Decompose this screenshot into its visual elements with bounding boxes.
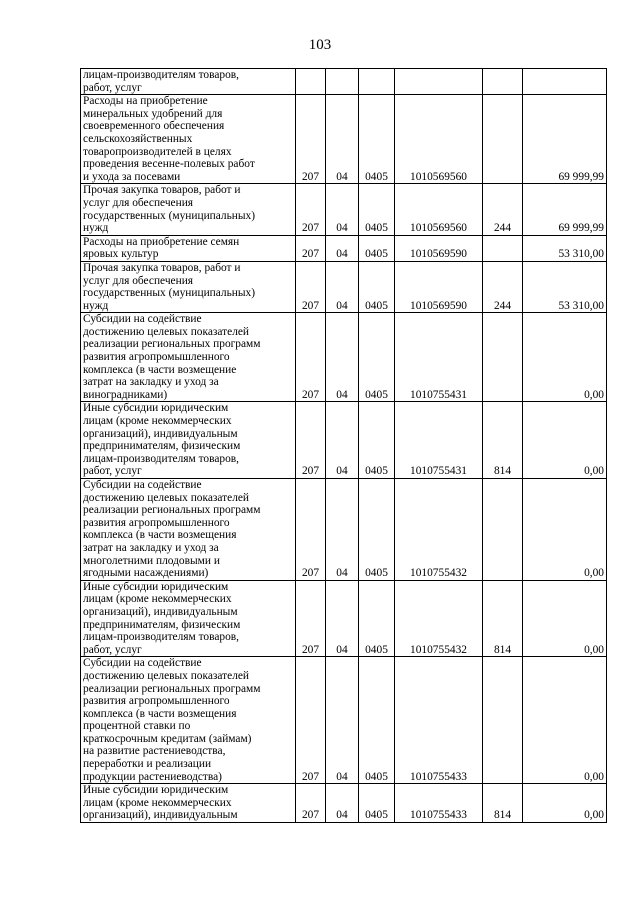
item-name-line: проведения весенне-полевых работ xyxy=(83,158,255,171)
table-row xyxy=(81,313,607,402)
item-name-line: Прочая закупка товаров, работ и xyxy=(83,184,241,197)
expense-type-cell xyxy=(483,69,523,95)
grbs-cell: 207 xyxy=(296,657,326,784)
item-name-line: развития агропромышленного xyxy=(83,695,230,708)
section-cell: 04 xyxy=(326,313,359,402)
amount-cell: 69 999,99 xyxy=(523,95,607,184)
item-name-line: реализации региональных программ xyxy=(83,504,261,517)
item-name-line: Иные субсидии юридическим xyxy=(83,784,229,797)
item-name-cell xyxy=(81,69,296,95)
table-row xyxy=(81,784,607,823)
item-name-line: виноградниками) xyxy=(83,388,168,401)
target-article-cell xyxy=(395,69,483,95)
subsection-cell: 0405 xyxy=(359,95,395,184)
amount-cell: 0,00 xyxy=(523,479,607,581)
item-name-line: переработки и реализации xyxy=(83,758,212,771)
item-name-line: лицам-производителям товаров, xyxy=(83,631,240,644)
amount-cell: 0,00 xyxy=(523,402,607,479)
section-cell: 04 xyxy=(326,235,359,261)
target-article-cell: 1010755431 xyxy=(395,313,483,402)
item-name-line: товаропроизводителей в целях xyxy=(83,145,232,158)
grbs-cell: 207 xyxy=(296,402,326,479)
item-name-line: лицам (кроме некоммерческих xyxy=(83,796,232,809)
budget-table xyxy=(80,68,607,823)
item-name-line: предпринимателям, физическим xyxy=(83,440,241,453)
item-name-line: ягодными насаждениями) xyxy=(83,567,209,580)
target-article-cell: 1010755432 xyxy=(395,580,483,657)
item-name-line: нужд xyxy=(83,222,109,235)
grbs-cell xyxy=(296,69,326,95)
target-article-cell: 1010569560 xyxy=(395,184,483,235)
item-name-line: Расходы на приобретение семян xyxy=(83,235,240,248)
section-cell: 04 xyxy=(326,657,359,784)
amount-cell: 0,00 xyxy=(523,657,607,784)
target-article-cell: 1010755433 xyxy=(395,657,483,784)
item-name-line: лицам (кроме некоммерческих xyxy=(83,415,232,428)
item-name-line: лицам-производителям товаров, xyxy=(83,69,240,81)
table-row xyxy=(81,184,607,235)
section-cell: 04 xyxy=(326,784,359,823)
subsection-cell: 0405 xyxy=(359,479,395,581)
item-name-line: достижению целевых показателей xyxy=(83,669,250,682)
subsection-cell: 0405 xyxy=(359,657,395,784)
item-name-line: государственных (муниципальных) xyxy=(83,209,256,222)
item-name-cell xyxy=(81,580,296,657)
expense-type-cell: 244 xyxy=(483,184,523,235)
item-name-cell xyxy=(81,184,296,235)
subsection-cell: 0405 xyxy=(359,580,395,657)
section-cell: 04 xyxy=(326,95,359,184)
item-name-cell xyxy=(81,261,296,312)
item-name-line: работ, услуг xyxy=(83,465,142,478)
item-name-line: развития агропромышленного xyxy=(83,351,230,364)
item-name-line: продукции растениеводства) xyxy=(83,770,222,783)
table-row xyxy=(81,657,607,784)
subsection-cell: 0405 xyxy=(359,313,395,402)
item-name-line: Иные субсидии юридическим xyxy=(83,580,229,593)
amount-cell xyxy=(523,69,607,95)
item-name-line: лицам-производителям товаров, xyxy=(83,452,240,465)
item-name-cell xyxy=(81,784,296,823)
expense-type-cell: 244 xyxy=(483,261,523,312)
section-cell: 04 xyxy=(326,479,359,581)
item-name-line: достижению целевых показателей xyxy=(83,491,250,504)
expense-type-cell xyxy=(483,657,523,784)
grbs-cell: 207 xyxy=(296,261,326,312)
subsection-cell: 0405 xyxy=(359,402,395,479)
item-name-line: лицам (кроме некоммерческих xyxy=(83,593,232,606)
section-cell: 04 xyxy=(326,580,359,657)
table-row xyxy=(81,235,607,261)
target-article-cell: 1010755432 xyxy=(395,479,483,581)
amount-cell: 0,00 xyxy=(523,313,607,402)
grbs-cell: 207 xyxy=(296,580,326,657)
table-row xyxy=(81,69,607,95)
table-row xyxy=(81,402,607,479)
item-name-line: организаций), индивидуальным xyxy=(83,605,238,618)
item-name-line: Субсидии на содействие xyxy=(83,313,202,326)
item-name-line: Иные субсидии юридическим xyxy=(83,402,229,415)
item-name-line: на развитие растениеводства, xyxy=(83,745,226,758)
item-name-line: затрат на закладку и уход за xyxy=(83,541,219,554)
page-number: 103 xyxy=(308,37,332,53)
grbs-cell: 207 xyxy=(296,313,326,402)
target-article-cell: 1010569590 xyxy=(395,261,483,312)
subsection-cell xyxy=(359,69,395,95)
expense-type-cell: 814 xyxy=(483,402,523,479)
item-name-line: сельскохозяйственных xyxy=(83,132,193,145)
target-article-cell: 1010569560 xyxy=(395,95,483,184)
item-name-line: развития агропромышленного xyxy=(83,516,230,529)
item-name-cell xyxy=(81,313,296,402)
amount-cell: 0,00 xyxy=(523,580,607,657)
item-name-line: минеральных удобрений для xyxy=(83,107,223,120)
item-name-line: своевременного обеспечения xyxy=(83,120,225,133)
grbs-cell: 207 xyxy=(296,479,326,581)
subsection-cell: 0405 xyxy=(359,184,395,235)
expense-type-cell: 814 xyxy=(483,784,523,823)
item-name-line: Субсидии на содействие xyxy=(83,479,202,491)
expense-type-cell xyxy=(483,95,523,184)
grbs-cell: 207 xyxy=(296,784,326,823)
item-name-cell xyxy=(81,402,296,479)
subsection-cell: 0405 xyxy=(359,235,395,261)
item-name-line: Субсидии на содействие xyxy=(83,657,202,670)
item-name-line: многолетними плодовыми и xyxy=(83,554,220,567)
item-name-line: достижению целевых показателей xyxy=(83,325,250,338)
amount-cell: 53 310,00 xyxy=(523,261,607,312)
table-row xyxy=(81,580,607,657)
item-name-line: затрат на закладку и уход за xyxy=(83,376,219,389)
target-article-cell: 1010755431 xyxy=(395,402,483,479)
section-cell: 04 xyxy=(326,184,359,235)
expense-type-cell xyxy=(483,313,523,402)
section-cell xyxy=(326,69,359,95)
expense-type-cell xyxy=(483,479,523,581)
amount-cell: 53 310,00 xyxy=(523,235,607,261)
item-name-line: комплекса (в части возмещения xyxy=(83,707,237,720)
item-name-cell xyxy=(81,95,296,184)
expense-type-cell xyxy=(483,235,523,261)
item-name-line: организаций), индивидуальным xyxy=(83,427,238,440)
section-cell: 04 xyxy=(326,261,359,312)
table-row xyxy=(81,95,607,184)
expense-type-cell: 814 xyxy=(483,580,523,657)
table-row xyxy=(81,261,607,312)
item-name-line: Прочая закупка товаров, работ и xyxy=(83,261,241,274)
section-cell: 04 xyxy=(326,402,359,479)
item-name-line: комплекса (в части возмещения xyxy=(83,529,237,542)
amount-cell: 0,00 xyxy=(523,784,607,823)
table-row xyxy=(81,479,607,581)
item-name-line: краткосрочным кредитам (займам) xyxy=(83,732,252,745)
item-name-line: нужд xyxy=(83,299,109,312)
grbs-cell: 207 xyxy=(296,95,326,184)
item-name-line: процентной ставки по xyxy=(83,720,191,733)
budget-table-body xyxy=(81,69,607,823)
item-name-line: предпринимателям, физическим xyxy=(83,618,241,631)
item-name-cell xyxy=(81,479,296,581)
item-name-cell xyxy=(81,235,296,261)
item-name-line: работ, услуг xyxy=(83,643,142,656)
item-name-line: Расходы на приобретение xyxy=(83,95,208,108)
item-name-line: услуг для обеспечения xyxy=(83,196,194,209)
item-name-line: реализации региональных программ xyxy=(83,338,261,351)
subsection-cell: 0405 xyxy=(359,261,395,312)
item-name-line: государственных (муниципальных) xyxy=(83,287,256,300)
grbs-cell: 207 xyxy=(296,184,326,235)
grbs-cell: 207 xyxy=(296,235,326,261)
amount-cell: 69 999,99 xyxy=(523,184,607,235)
item-name-line: услуг для обеспечения xyxy=(83,274,194,287)
item-name-line: и ухода за посевами xyxy=(83,170,181,183)
item-name-line: реализации региональных программ xyxy=(83,682,261,695)
item-name-line: комплекса (в части возмещение xyxy=(83,363,237,376)
item-name-cell xyxy=(81,657,296,784)
subsection-cell: 0405 xyxy=(359,784,395,823)
target-article-cell: 1010569590 xyxy=(395,235,483,261)
item-name-line: яровых культур xyxy=(83,248,159,261)
target-article-cell: 1010755433 xyxy=(395,784,483,823)
item-name-line: работ, услуг xyxy=(83,81,142,94)
item-name-line: организаций), индивидуальным xyxy=(83,809,238,822)
